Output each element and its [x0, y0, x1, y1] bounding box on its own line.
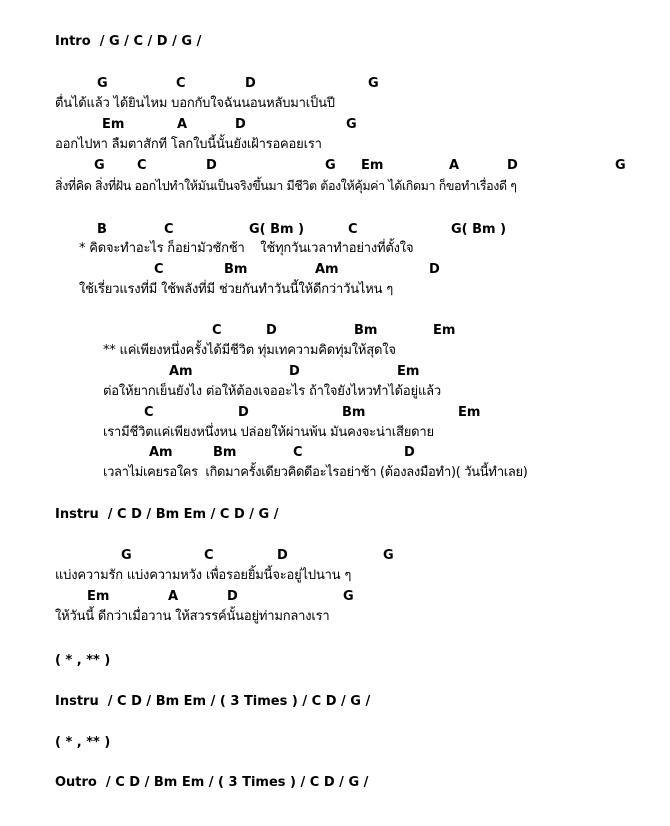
verse2-chord-row-1	[0, 548, 670, 564]
chorus1-lyric-1: * คิดจะทำอะไร ก็อย่ามัวชักช้า ใช้ทุกวันเวลาทำอย่างที่ตั้งใจ	[79, 241, 414, 256]
chord: D	[289, 364, 300, 379]
intro-line: Intro / G / C / D / G /	[55, 34, 202, 49]
chorus1-lyric-2: ใช้เรี่ยวแรงที่มี ใช้พลังที่มี ช่วยกันทำวันนี้ให้ดีกว่าวันไหน ๆ	[79, 282, 393, 297]
chord: B	[97, 222, 107, 237]
chord: Em	[458, 405, 481, 420]
verse1-chord-row-3	[0, 158, 670, 174]
chord: D	[507, 158, 518, 173]
instru-line-1: Instru / C D / Bm Em / C D / G /	[55, 507, 279, 522]
verse1-lyric-2: ออกไปหา ลืมตาสักที โลกใบนี้นั้นยังเฝ้ารอคอยเรา	[55, 137, 322, 152]
verse2-lyric-1: แบ่งความรัก แบ่งความหวัง เพื่อรอยยิ้มนี้จะอยู่ไปนาน ๆ	[55, 568, 352, 583]
chord: Bm	[213, 445, 237, 460]
chord: C	[293, 445, 303, 460]
chord: D	[429, 262, 440, 277]
chord: G	[94, 158, 105, 173]
chord: G	[368, 76, 379, 91]
chord: Am	[315, 262, 339, 277]
repeat-marker-1: ( * , ** )	[55, 653, 111, 668]
chord: D	[227, 589, 238, 604]
repeat-marker-2: ( * , ** )	[55, 735, 111, 750]
chord: C	[176, 76, 186, 91]
chord: A	[449, 158, 460, 173]
verse2-chord-row-2	[0, 589, 670, 605]
chord: C	[204, 548, 214, 563]
chord: D	[266, 323, 277, 338]
chord: Am	[169, 364, 193, 379]
chord: Em	[397, 364, 420, 379]
chord: D	[238, 405, 249, 420]
chord: D	[404, 445, 415, 460]
chorus2-chord-row-1	[0, 323, 670, 339]
chord: Am	[149, 445, 173, 460]
chord: G	[383, 548, 394, 563]
instru-line-2: Instru / C D / Bm Em / ( 3 Times ) / C D / G /	[55, 694, 371, 709]
chord: A	[168, 589, 179, 604]
chord: G( Bm )	[451, 222, 507, 237]
chorus2-lyric-1: ** แค่เพียงหนึ่งครั้งได้มีชีวิต ทุ่มเทความคิดทุ่มให้สุดใจ	[103, 343, 396, 358]
chord: D	[235, 117, 246, 132]
verse1-chord-row-2	[0, 117, 670, 133]
chorus2-chord-row-3	[0, 405, 670, 421]
chord: G	[325, 158, 336, 173]
chord: Em	[87, 589, 110, 604]
chord: G	[615, 158, 626, 173]
verse1-chord-row-1	[0, 76, 670, 92]
chorus2-chord-row-2	[0, 364, 670, 380]
chord: D	[245, 76, 256, 91]
chord: G( Bm )	[249, 222, 305, 237]
chord: G	[121, 548, 132, 563]
chorus1-chord-row-1	[0, 222, 670, 238]
verse2-lyric-2: ให้วันนี้ ดีกว่าเมื่อวาน ให้สวรรค์นั้นอยู่ท่ามกลางเรา	[55, 609, 330, 624]
verse1-lyric-1: ตื่นได้แล้ว ได้ยินไหม บอกกับใจฉันนอนหลับมาเป็นปี	[55, 96, 335, 111]
chord: D	[277, 548, 288, 563]
chord: D	[206, 158, 217, 173]
chord: C	[137, 158, 147, 173]
chord: C	[348, 222, 358, 237]
chord: G	[97, 76, 108, 91]
chord: G	[346, 117, 357, 132]
chorus2-lyric-4: เวลาไม่เคยรอใคร เกิดมาครั้งเดียวคิดดีอะไรอย่าช้า (ต้องลงมือทำ)( วันนี้ทำเลย)	[103, 465, 528, 480]
chord: C	[164, 222, 174, 237]
chord: Em	[361, 158, 384, 173]
chord: C	[154, 262, 164, 277]
chorus1-chord-row-2	[0, 262, 670, 278]
verse1-lyric-3: สิ่งที่คิด สิ่งที่ฝัน ออกไปทำให้มันเป็นจริงขึ้นมา มีชีวิต ต้องให้คุ้มค่า ได้เกิดมา ก็ขอทำเรื่องดี ๆ	[55, 178, 517, 193]
outro-line: Outro / C D / Bm Em / ( 3 Times ) / C D / G /	[55, 775, 369, 790]
chorus2-lyric-2: ต่อให้ยากเย็นยังไง ต่อให้ต้องเจออะไร ถ้าใจยังไหวทำได้อยู่แล้ว	[103, 384, 441, 399]
chord: G	[343, 589, 354, 604]
chord: C	[212, 323, 222, 338]
chord: Bm	[224, 262, 248, 277]
chord: A	[177, 117, 188, 132]
chord: Bm	[354, 323, 378, 338]
chord: Bm	[342, 405, 366, 420]
chord: C	[144, 405, 154, 420]
chorus2-chord-row-4	[0, 445, 670, 461]
chord: Em	[102, 117, 125, 132]
chorus2-lyric-3: เรามีชีวิตแค่เพียงหนึ่งหน ปล่อยให้ผ่านพ้น มันคงจะน่าเสียดาย	[103, 425, 434, 440]
chord: Em	[433, 323, 456, 338]
